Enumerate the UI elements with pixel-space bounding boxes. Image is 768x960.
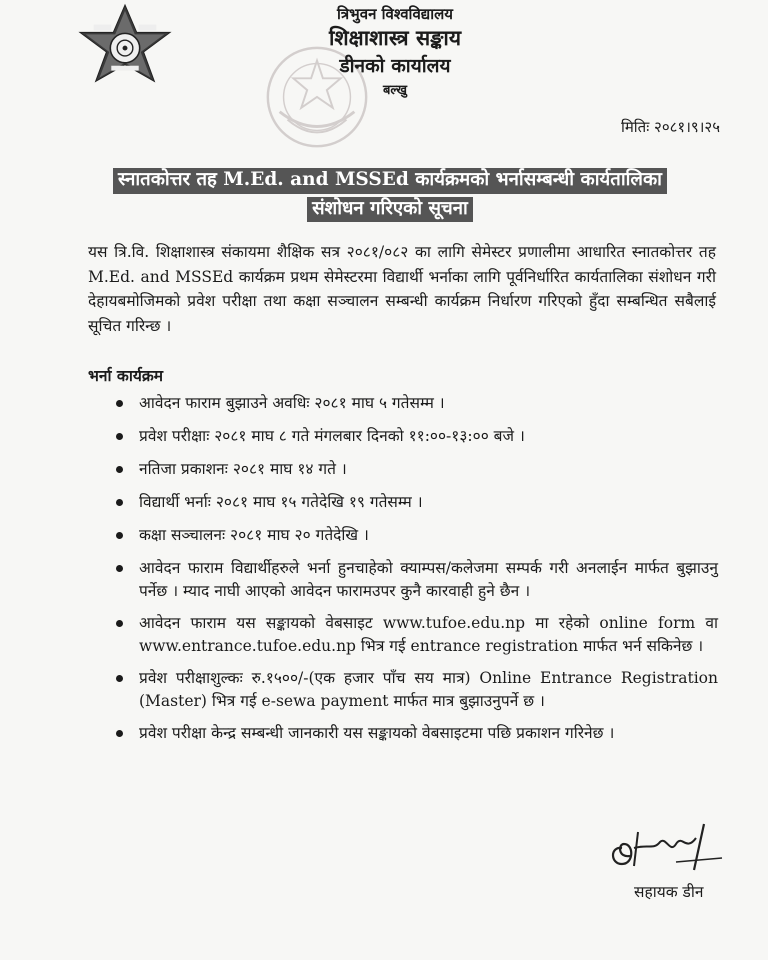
office-name: डीनको कार्यालय (339, 55, 451, 77)
bullet-icon (116, 730, 123, 737)
bullet-icon (116, 532, 123, 539)
notice-date: मितिः २०८१।९।२५ (620, 118, 720, 136)
list-item (116, 667, 718, 713)
list-item (116, 392, 718, 415)
signature-icon (604, 818, 730, 878)
bullet-icon (116, 620, 123, 627)
list-item-text: आवेदन फाराम यस सङ्कायको वेबसाइट www.tufoe.edu.np मा रहेको online form वा www.entrance.tufoe.edu.np भित्र गई entrance registration मार्फत भर्न सकिनेछ । (139, 614, 718, 655)
university-logo-icon (76, 2, 174, 102)
list-item (116, 612, 718, 658)
office-location: बल्खु (382, 83, 408, 98)
list-item-text: प्रवेश परीक्षा केन्द्र सम्बन्धी जानकारी यस सङ्कायको वेबसाइटमा पछि प्रकाशन गरिनेछ । (139, 724, 615, 742)
signatory-title: सहायक डीन (634, 883, 704, 901)
list-item (116, 458, 718, 481)
list-item (116, 491, 718, 514)
list-item (116, 524, 718, 547)
list-item-text: कक्षा सञ्चालनः २०८१ माघ २० गतेदेखि । (139, 526, 369, 544)
bullet-icon (116, 466, 123, 473)
list-item (116, 425, 718, 448)
list-item-text: आवेदन फाराम बुझाउने अवधिः २०८१ माघ ५ गतेसम्म । (139, 394, 445, 412)
list-item (116, 722, 718, 745)
list-item-text: प्रवेश परीक्षाशुल्कः रु.१५००/-(एक हजार पाँच सय मात्र) Online Entrance Registration (Master) भित्र गई e-sewa payment मार्फत मात्र बुझाउनुपर्ने छ । (139, 669, 718, 710)
bullet-icon (116, 675, 123, 682)
list-item-text: आवेदन फाराम विद्यार्थीहरुले भर्ना हुनचाहेको क्याम्पस/कलेजमा सम्पर्क गरी अनलाईन मार्फत बुझाउनु पर्नेछ । म्याद नाघी आएको आवेदन फारामउपर कुनै कारवाही हुने छैन । (139, 559, 718, 600)
list-item-text: नतिजा प्रकाशनः २०८१ माघ १४ गते । (139, 460, 347, 478)
intro-paragraph: यस त्रि.वि. शिक्षाशास्त्र संकायमा शैक्षिक सत्र २०८१/०८२ का लागि सेमेस्टर प्रणालीमा आधारित स्नातकोत्तर तह M.Ed. and MSSEd कार्यक्रम प्रथम सेमेस्टरमा विद्यार्थी भर्नाका लागि पूर्वनिर्धारित कार्यतालिका संशोधन गरी देहायबमोजिमको प्रवेश परीक्षा तथा कक्षा सञ्चालन सम्बन्धी कार्यक्रम निर्धारण गरिएको हुँदा सम्बन्धित सबैलाई सूचित गरिन्छ । (88, 243, 716, 335)
list-item (116, 557, 718, 603)
list-item-text: प्रवेश परीक्षाः २०८१ माघ ८ गते मंगलबार दिनको ११:००-१३:०० बजे । (139, 427, 525, 445)
section-heading: भर्ना कार्यक्रम (88, 366, 163, 385)
bullet-icon (116, 433, 123, 440)
university-name: त्रिभुवन विश्वविद्यालय (337, 5, 453, 23)
notice-title-line-2: संशोधन गरिएको सूचना (307, 197, 473, 223)
bullet-icon (116, 499, 123, 506)
notice-title-line-1: स्नातकोत्तर तह M.Ed. and MSSEd कार्यक्रमको भर्नासम्बन्धी कार्यतालिका (113, 168, 667, 194)
list-item-text: विद्यार्थी भर्नाः २०८१ माघ १५ गतेदेखि १९ गतेसम्म । (139, 493, 423, 511)
schedule-list (116, 392, 718, 754)
notice-title (100, 168, 680, 222)
faculty-name: शिक्षाशास्त्र सङ्काय (328, 25, 462, 50)
bullet-icon (116, 400, 123, 407)
bullet-icon (116, 565, 123, 572)
